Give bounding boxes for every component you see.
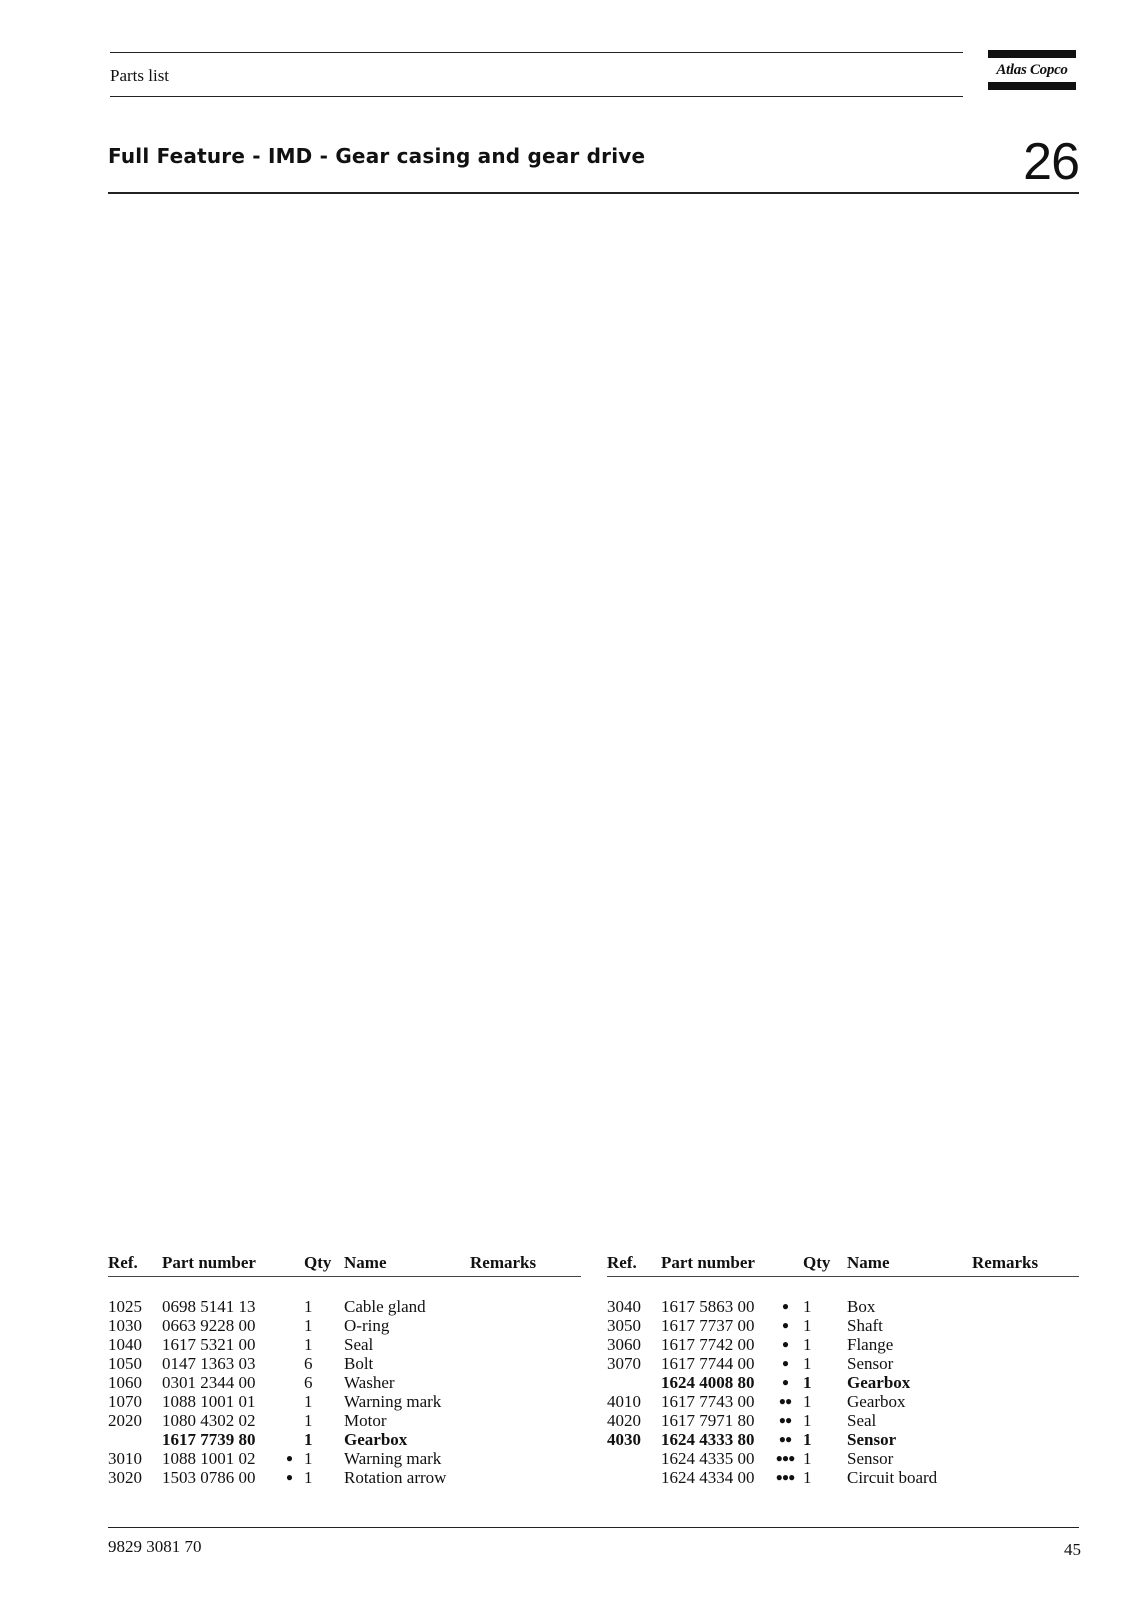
cell-ref <box>108 1430 162 1449</box>
cell-ref: 3040 <box>607 1297 641 1316</box>
cell-remarks <box>972 1335 1079 1354</box>
cell-qty: 1 <box>803 1316 812 1335</box>
table-row <box>108 1449 581 1468</box>
table-row <box>607 1297 1079 1316</box>
cell-part-number: 1617 7739 80 <box>162 1430 256 1449</box>
parts-table-right <box>607 1252 1079 1487</box>
cell-qty: 1 <box>803 1411 812 1430</box>
cell-variant-dots: ● <box>781 1337 789 1351</box>
cell-qty: 1 <box>304 1468 313 1487</box>
cell-name: Cable gland <box>344 1297 426 1316</box>
table-row <box>108 1297 581 1316</box>
cell-qty: 1 <box>304 1316 313 1335</box>
cell-qty: 1 <box>304 1335 313 1354</box>
cell-variant-dots <box>274 1335 304 1354</box>
title-rule <box>108 192 1079 194</box>
cell-variant-dots <box>274 1373 304 1392</box>
header-section-label: Parts list <box>110 66 170 85</box>
page-number: 45 <box>1064 1540 1081 1559</box>
cell-qty: 1 <box>803 1449 812 1468</box>
cell-remarks <box>470 1411 581 1430</box>
cell-qty: 1 <box>304 1297 313 1316</box>
cell-name: Shaft <box>847 1316 883 1335</box>
cell-ref: 4010 <box>607 1392 641 1411</box>
cell-qty: 1 <box>803 1354 812 1373</box>
cell-name: Bolt <box>344 1354 374 1373</box>
cell-variant-dots: ● <box>285 1470 293 1484</box>
cell-variant-dots: ● <box>781 1356 789 1370</box>
col-header-remarks: Remarks <box>470 1252 581 1277</box>
col-header-remarks: Remarks <box>972 1252 1079 1277</box>
table-row <box>607 1335 1079 1354</box>
parts-table-left-body <box>108 1277 581 1488</box>
cell-remarks <box>470 1297 581 1316</box>
cell-variant-dots <box>274 1411 304 1430</box>
cell-ref: 1060 <box>108 1373 142 1392</box>
page-title: Full Feature - IMD - Gear casing and gear drive <box>108 144 646 168</box>
cell-remarks <box>470 1373 581 1392</box>
table-row <box>108 1392 581 1411</box>
cell-variant-dots: ● <box>285 1451 293 1465</box>
table-row <box>108 1316 581 1335</box>
col-header-dots <box>767 1252 803 1277</box>
table-header-row <box>607 1252 1079 1277</box>
cell-name: Motor <box>344 1411 387 1430</box>
cell-part-number: 1624 4334 00 <box>661 1468 755 1487</box>
cell-qty: 1 <box>803 1430 812 1449</box>
cell-ref <box>607 1449 661 1468</box>
cell-part-number: 1617 7737 00 <box>661 1316 755 1335</box>
table-row <box>607 1430 1079 1449</box>
cell-part-number: 1617 7971 80 <box>661 1411 755 1430</box>
cell-qty: 1 <box>304 1430 313 1449</box>
cell-name: Rotation arrow <box>344 1468 447 1487</box>
cell-qty: 1 <box>304 1392 313 1411</box>
cell-name: Seal <box>344 1335 374 1354</box>
cell-qty: 1 <box>304 1411 313 1430</box>
logo-bottom-bar <box>988 82 1076 90</box>
cell-ref <box>607 1373 661 1392</box>
cell-part-number: 1617 5863 00 <box>661 1297 755 1316</box>
cell-ref: 3050 <box>607 1316 641 1335</box>
cell-part-number: 1624 4333 80 <box>661 1430 755 1449</box>
cell-variant-dots: ● <box>781 1375 789 1389</box>
cell-remarks <box>470 1468 581 1487</box>
cell-part-number: 1088 1001 01 <box>162 1392 256 1411</box>
cell-qty: 1 <box>803 1392 812 1411</box>
cell-remarks <box>972 1449 1079 1468</box>
cell-part-number: 0663 9228 00 <box>162 1316 256 1335</box>
cell-variant-dots <box>274 1430 304 1449</box>
cell-name: Circuit board <box>847 1468 938 1487</box>
cell-remarks <box>972 1297 1079 1316</box>
cell-ref: 1070 <box>108 1392 142 1411</box>
cell-part-number: 1617 7744 00 <box>661 1354 755 1373</box>
cell-remarks <box>972 1316 1079 1335</box>
table-row <box>108 1468 581 1487</box>
cell-qty: 1 <box>803 1373 812 1392</box>
cell-variant-dots: ● <box>781 1318 789 1332</box>
cell-ref: 1050 <box>108 1354 142 1373</box>
table-row <box>607 1411 1079 1430</box>
table-row <box>108 1335 581 1354</box>
cell-name: Gearbox <box>847 1392 906 1411</box>
header-bottom-rule <box>110 96 963 97</box>
cell-part-number: 1503 0786 00 <box>162 1468 256 1487</box>
col-header-part-number: Part number <box>162 1252 274 1277</box>
cell-qty: 6 <box>304 1354 313 1373</box>
table-row <box>108 1373 581 1392</box>
cell-part-number: 1088 1001 02 <box>162 1449 256 1468</box>
cell-part-number: 0301 2344 00 <box>162 1373 256 1392</box>
cell-name: Warning mark <box>344 1449 442 1468</box>
table-row <box>108 1430 581 1449</box>
cell-name: Flange <box>847 1335 894 1354</box>
cell-remarks <box>972 1373 1079 1392</box>
cell-part-number: 1617 5321 00 <box>162 1335 256 1354</box>
cell-part-number: 0147 1363 03 <box>162 1354 256 1373</box>
cell-ref: 1040 <box>108 1335 142 1354</box>
cell-variant-dots: ●●● <box>775 1470 795 1484</box>
col-header-qty: Qty <box>304 1252 344 1277</box>
cell-part-number: 0698 5141 13 <box>162 1297 256 1316</box>
cell-variant-dots: ●● <box>778 1394 792 1408</box>
cell-ref <box>607 1468 661 1487</box>
col-header-qty: Qty <box>803 1252 847 1277</box>
cell-variant-dots <box>274 1392 304 1411</box>
cell-variant-dots <box>274 1297 304 1316</box>
table-header-row <box>108 1252 581 1277</box>
table-spacer-row <box>108 1277 581 1298</box>
document-number: 9829 3081 70 <box>108 1537 202 1556</box>
cell-name: Sensor <box>847 1449 894 1468</box>
cell-name: Sensor <box>847 1430 897 1449</box>
table-row <box>607 1449 1079 1468</box>
cell-ref: 2020 <box>108 1411 142 1430</box>
header-top-rule <box>110 52 963 53</box>
cell-name: Sensor <box>847 1354 894 1373</box>
cell-ref: 3010 <box>108 1449 142 1468</box>
table-row <box>108 1411 581 1430</box>
col-header-dots <box>274 1252 304 1277</box>
cell-remarks <box>470 1430 581 1449</box>
cell-remarks <box>972 1354 1079 1373</box>
cell-qty: 6 <box>304 1373 313 1392</box>
cell-part-number: 1617 7743 00 <box>661 1392 755 1411</box>
logo-top-bar <box>988 50 1076 58</box>
cell-remarks <box>972 1411 1079 1430</box>
parts-table-left <box>108 1252 581 1487</box>
cell-remarks <box>470 1449 581 1468</box>
cell-ref: 1030 <box>108 1316 142 1335</box>
cell-remarks <box>972 1430 1079 1449</box>
cell-remarks <box>470 1354 581 1373</box>
col-header-ref: Ref. <box>607 1252 661 1277</box>
cell-variant-dots <box>274 1354 304 1373</box>
cell-qty: 1 <box>304 1449 313 1468</box>
cell-remarks <box>470 1335 581 1354</box>
cell-variant-dots: ●● <box>778 1432 792 1446</box>
cell-remarks <box>470 1316 581 1335</box>
table-spacer-row <box>607 1277 1079 1298</box>
table-row <box>607 1392 1079 1411</box>
table-row <box>607 1468 1079 1487</box>
cell-part-number: 1624 4008 80 <box>661 1373 755 1392</box>
cell-name: Gearbox <box>344 1430 408 1449</box>
footer-rule <box>108 1527 1079 1528</box>
cell-part-number: 1080 4302 02 <box>162 1411 256 1430</box>
cell-ref: 3060 <box>607 1335 641 1354</box>
col-header-part-number: Part number <box>661 1252 767 1277</box>
cell-qty: 1 <box>803 1297 812 1316</box>
atlas-copco-logo <box>988 50 1076 90</box>
logo-wordmark: Atlas Copco <box>996 62 1068 78</box>
chapter-number: 26 <box>1023 133 1079 191</box>
col-header-ref: Ref. <box>108 1252 162 1277</box>
cell-remarks <box>972 1468 1079 1487</box>
cell-part-number: 1624 4335 00 <box>661 1449 755 1468</box>
table-row <box>108 1354 581 1373</box>
cell-qty: 1 <box>803 1335 812 1354</box>
cell-name: Seal <box>847 1411 877 1430</box>
table-row <box>607 1316 1079 1335</box>
col-header-name: Name <box>847 1252 972 1277</box>
col-header-name: Name <box>344 1252 470 1277</box>
cell-ref: 3020 <box>108 1468 142 1487</box>
cell-name: Warning mark <box>344 1392 442 1411</box>
cell-name: Box <box>847 1297 876 1316</box>
table-row <box>607 1354 1079 1373</box>
parts-table-right-body <box>607 1277 1079 1488</box>
cell-variant-dots: ●●● <box>775 1451 795 1465</box>
cell-variant-dots: ●● <box>778 1413 792 1427</box>
cell-name: O-ring <box>344 1316 390 1335</box>
cell-name: Gearbox <box>847 1373 911 1392</box>
cell-ref: 4030 <box>607 1430 641 1449</box>
cell-remarks <box>470 1392 581 1411</box>
cell-remarks <box>972 1392 1079 1411</box>
cell-part-number: 1617 7742 00 <box>661 1335 755 1354</box>
cell-ref: 3070 <box>607 1354 641 1373</box>
cell-ref: 4020 <box>607 1411 641 1430</box>
cell-ref: 1025 <box>108 1297 142 1316</box>
table-row <box>607 1373 1079 1392</box>
cell-variant-dots <box>274 1316 304 1335</box>
cell-variant-dots: ● <box>781 1299 789 1313</box>
cell-qty: 1 <box>803 1468 812 1487</box>
cell-name: Washer <box>344 1373 395 1392</box>
